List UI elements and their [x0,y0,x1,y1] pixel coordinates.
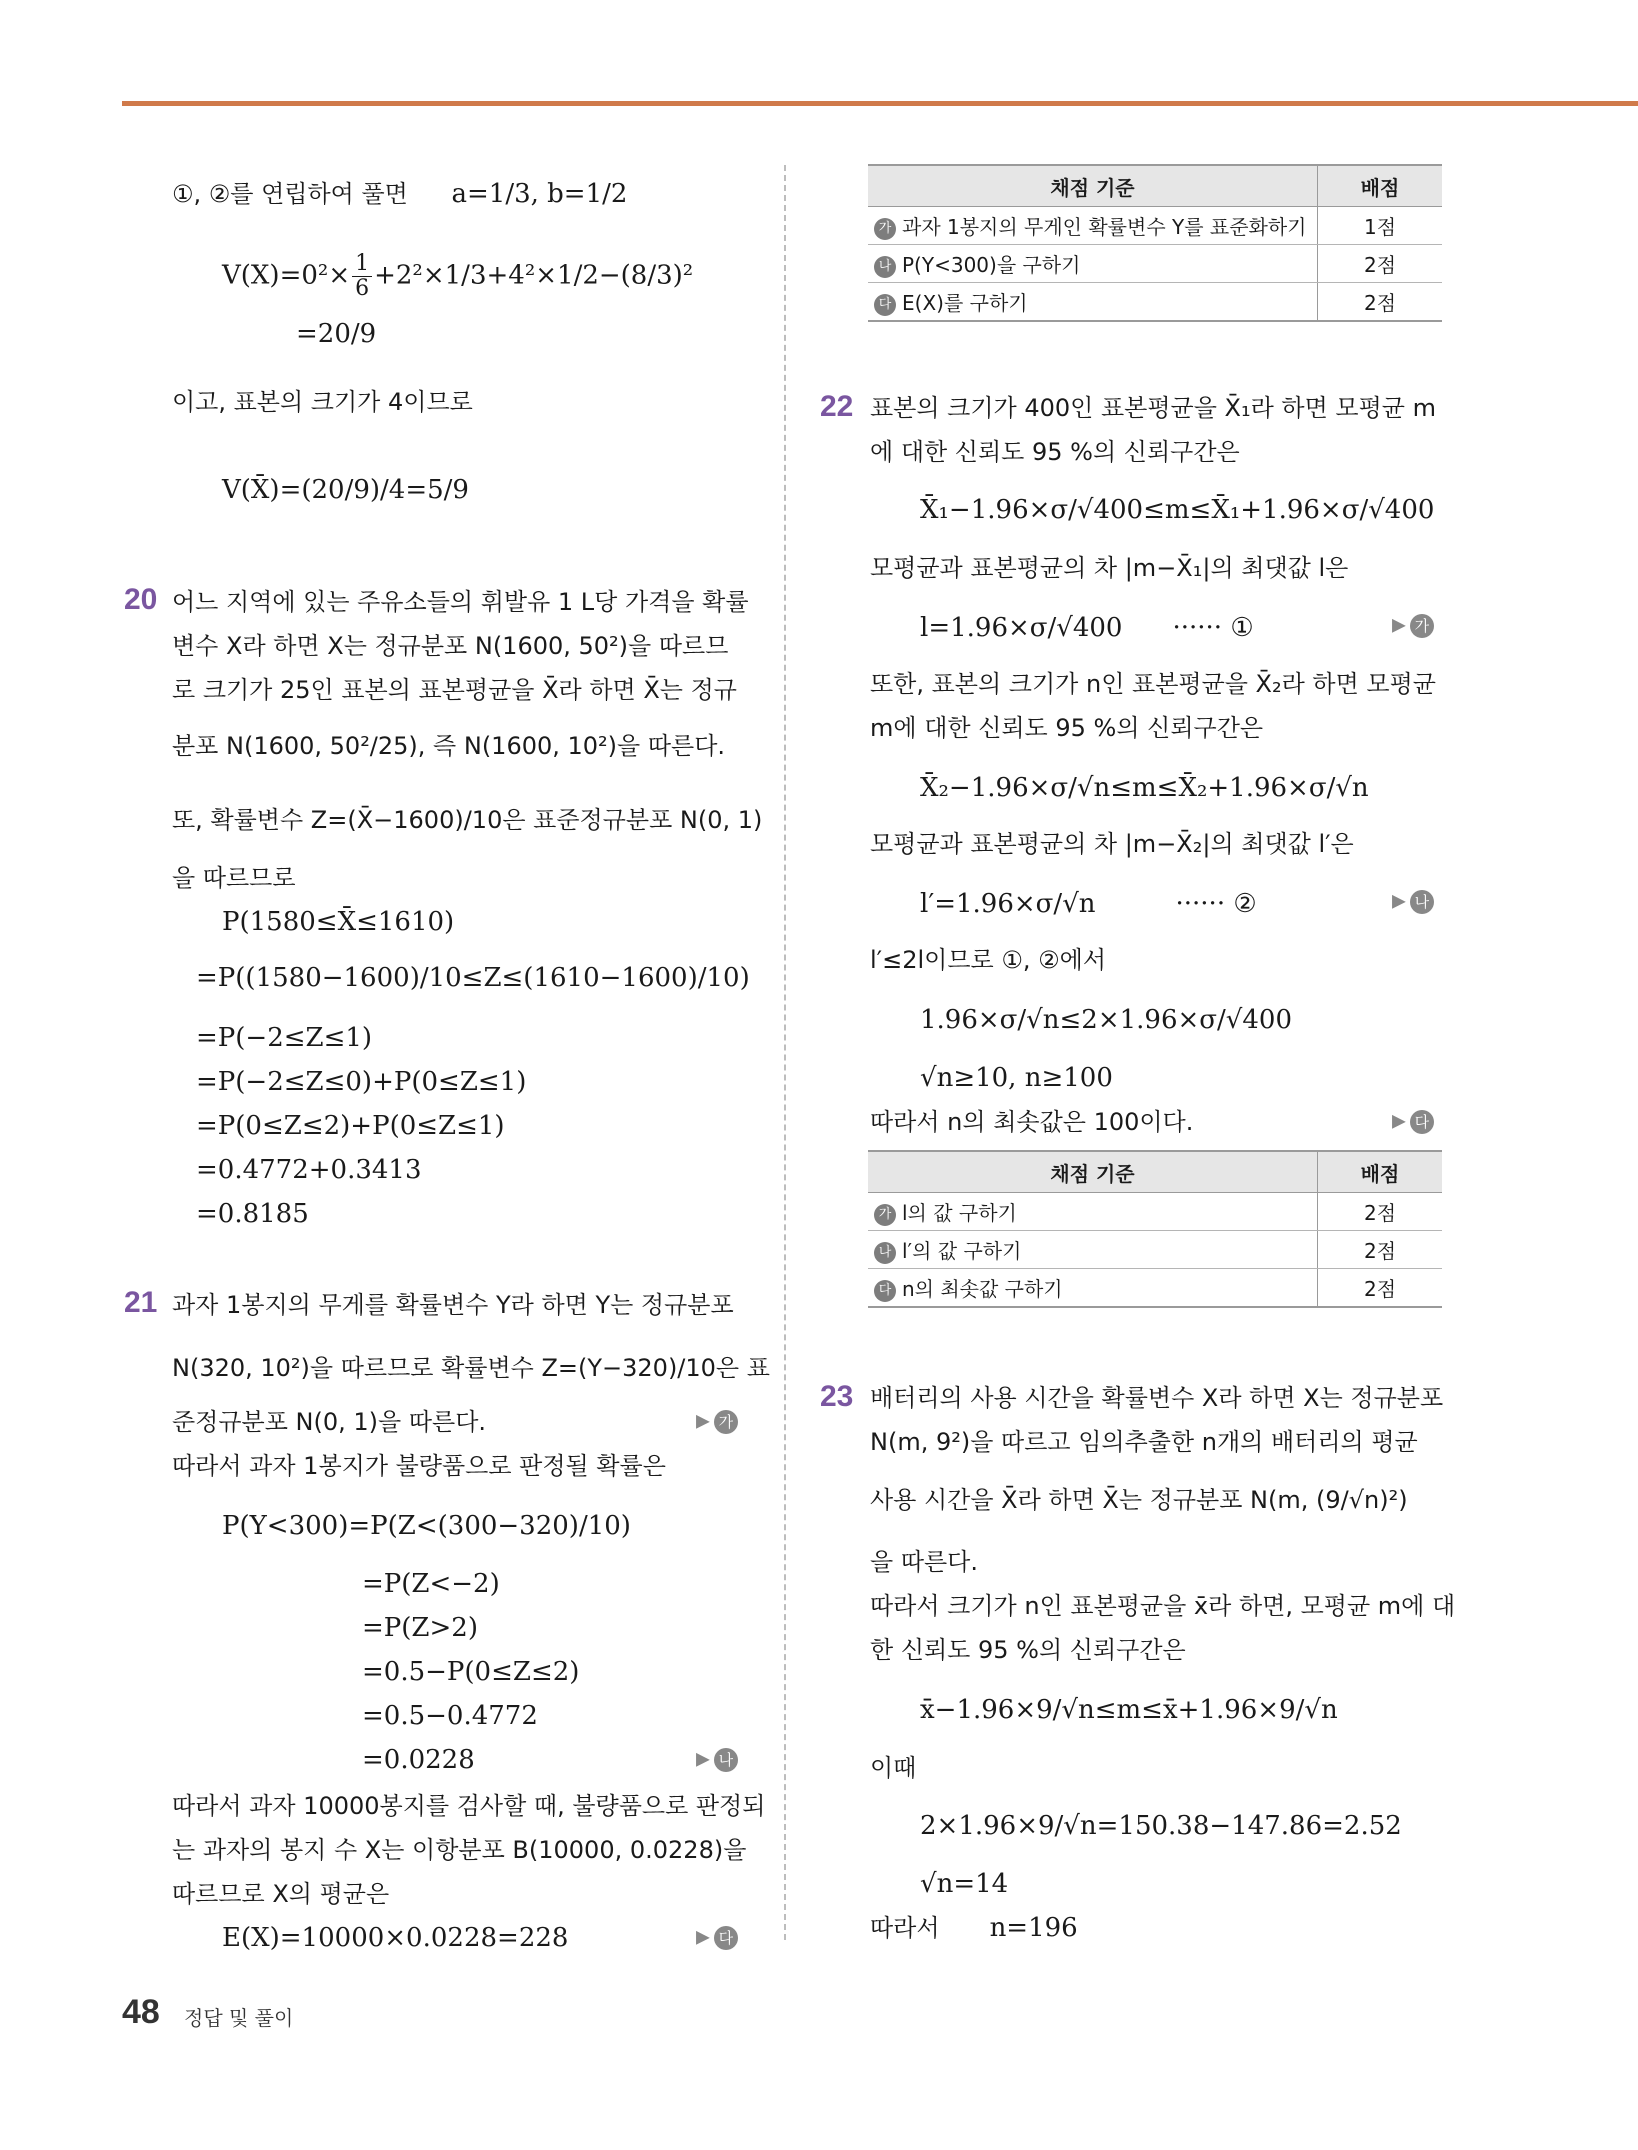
q21-eq-6: =0.0228 [362,1745,475,1775]
step-marker-na-q22: ▶ 나 [1392,890,1434,914]
q20-eq-5: =P(0≤Z≤2)+P(0≤Z≤1) [196,1111,505,1141]
table-row: 나 P(Y<300)을 구하기 2점 [868,245,1442,283]
q23-para-5: 따라서 크기가 n인 표본평균을 x̄라 하면, 모평균 m에 대 [870,1592,1456,1620]
table-row: 가 과자 1봉지의 무게인 확률변수 Y를 표준화하기 1점 [868,207,1442,245]
q21-para-6: 는 과자의 봉지 수 X는 이항분포 B(10000, 0.0228)을 [172,1836,747,1864]
q22-para-5: m에 대한 신뢰도 95 %의 신뢰구간은 [870,714,1264,742]
q23-eq-3: √n=14 [920,1869,1009,1899]
q20-eq-2: =P((1580−1600)/10≤Z≤(1610−1600)/10) [196,963,750,993]
table-header-criteria: 채점 기준 [868,1151,1318,1193]
q20-para-2: 변수 X라 하면 X는 정규분포 N(1600, 50²)을 따르므 [172,632,729,660]
q20-eq-1: P(1580≤X̄≤1610) [222,907,455,937]
q21-para-2: N(320, 10²)을 따르므로 확률변수 Z=(Y−320)/10은 표 [172,1354,770,1382]
q21-eq-3: =P(Z>2) [362,1613,478,1643]
table-row: 가 l의 값 구하기 2점 [868,1193,1442,1231]
header-accent-bar [122,101,1638,106]
scoring-table-q22 [868,1150,1442,1308]
q21-para-4: 따라서 과자 1봉지가 불량품으로 판정될 확률은 [172,1452,666,1480]
q23-eq-1: x̄−1.96×9/√n≤m≤x̄+1.96×9/√n [920,1695,1338,1725]
q21-eq-1: P(Y<300)=P(Z<(300−320)/10) [222,1511,631,1541]
q23-para-6: 한 신뢰도 95 %의 신뢰구간은 [870,1636,1186,1664]
q22-eq-2: l=1.96×σ/√400 ······ ① [920,613,1254,643]
step-marker-na-q21: ▶ 나 [696,1748,738,1772]
column-divider [784,165,786,1940]
q22-para-6: 모평균과 표본평균의 차 |m−X̄₂|의 최댓값 l′은 [870,830,1354,858]
q20-para-6: 을 따르므로 [172,864,296,892]
q22-eq-1: X̄₁−1.96×σ/√400≤m≤X̄₁+1.96×σ/√400 [920,495,1435,525]
q21-para-3: 준정규분포 N(0, 1)을 따른다. [172,1408,487,1436]
q23-para-7: 이때 [870,1754,917,1782]
q20-para-5: 또, 확률변수 Z=(X̄−1600)/10은 표준정규분포 N(0, 1) [172,806,763,834]
scoring-table-q21 [868,164,1442,322]
q20-eq-4: =P(−2≤Z≤0)+P(0≤Z≤1) [196,1067,527,1097]
q22-para-4: 또한, 표본의 크기가 n인 표본평균을 X̄₂라 하면 모평균 [870,670,1436,698]
step-marker-ga-q21: ▶ 가 [696,1410,738,1434]
table-header-criteria: 채점 기준 [868,165,1318,207]
q23-eq-2: 2×1.96×9/√n=150.38−147.86=2.52 [920,1811,1402,1841]
table-header-score: 배점 [1318,165,1443,207]
q20-para-1: 어느 지역에 있는 주유소들의 휘발유 1 L당 가격을 확률 [172,588,749,616]
q23-para-4: 을 따른다. [870,1548,978,1576]
question-number-23: 23 [820,1380,854,1413]
q21-para-5: 따라서 과자 10000봉지를 검사할 때, 불량품으로 판정되 [172,1792,766,1820]
question-number-20: 20 [124,583,158,616]
question-number-21: 21 [124,1286,158,1319]
q19-variance-result: =20/9 [296,319,377,349]
table-row: 다 E(X)를 구하기 2점 [868,283,1442,322]
q23-para-3: 사용 시간을 X̄라 하면 X̄는 정규분포 N(m, (9/√n)²) [870,1486,1408,1514]
q23-para-2: N(m, 9²)을 따르고 임의추출한 n개의 배터리의 평균 [870,1428,1418,1456]
q22-para-8: 따라서 n의 최솟값은 100이다. [870,1108,1194,1136]
q21-para-1: 과자 1봉지의 무게를 확률변수 Y라 하면 Y는 정규분포 [172,1291,734,1319]
q20-eq-3: =P(−2≤Z≤1) [196,1023,373,1053]
question-number-22: 22 [820,390,854,423]
q22-para-7: l′≤2l이므로 ①, ②에서 [870,946,1107,974]
q23-para-8: 따라서 n=196 [870,1913,1078,1943]
q20-eq-7: =0.8185 [196,1199,309,1229]
page-number: 48 [122,1993,160,2031]
q21-eq-7: E(X)=10000×0.0228=228 [222,1923,569,1953]
q19-sample-variance: V(X̄)=(20/9)/4=5/9 [222,475,469,505]
q19-line3: 이고, 표본의 크기가 4이므로 [172,388,473,416]
step-marker-da-q22: ▶ 다 [1392,1110,1434,1134]
q21-eq-5: =0.5−0.4772 [362,1701,538,1731]
q23-para-1: 배터리의 사용 시간을 확률변수 X라 하면 X는 정규분포 [870,1384,1444,1412]
q20-eq-6: =0.4772+0.3413 [196,1155,422,1185]
q19-line1: ①, ②를 연립하여 풀면 a=1/3, b=1/2 [172,179,628,209]
step-marker-ga-q22: ▶ 가 [1392,614,1434,638]
q22-eq-5: 1.96×σ/√n≤2×1.96×σ/√400 [920,1005,1292,1035]
q21-eq-4: =0.5−P(0≤Z≤2) [362,1657,580,1687]
table-header-score: 배점 [1318,1151,1443,1193]
table-row: 나 l′의 값 구하기 2점 [868,1231,1442,1269]
q20-para-4: 분포 N(1600, 50²/25), 즉 N(1600, 10²)을 따른다. [172,732,726,760]
step-marker-da-q21: ▶ 다 [696,1926,738,1950]
q22-para-2: 에 대한 신뢰도 95 %의 신뢰구간은 [870,438,1240,466]
q21-para-7: 따르므로 X의 평균은 [172,1880,390,1908]
q21-eq-2: =P(Z<−2) [362,1569,500,1599]
footer-label: 정답 및 풀이 [184,2006,294,2030]
q20-para-3: 로 크기가 25인 표본의 표본평균을 X̄라 하면 X̄는 정규 [172,676,737,704]
table-row: 다 n의 최솟값 구하기 2점 [868,1269,1442,1308]
q19-variance-eq: V(X)=0²× $\frac{1}{6}$ +2²×1/3+4²×1/2−(8/3)² [222,251,694,301]
q22-para-3: 모평균과 표본평균의 차 |m−X̄₁|의 최댓값 l은 [870,554,1349,582]
q22-eq-4: l′=1.96×σ/√n ······ ② [920,889,1257,919]
q22-para-1: 표본의 크기가 400인 표본평균을 X̄₁라 하면 모평균 m [870,394,1436,422]
q22-eq-3: X̄₂−1.96×σ/√n≤m≤X̄₂+1.96×σ/√n [920,773,1369,803]
q22-eq-6: √n≥10, n≥100 [920,1063,1113,1093]
